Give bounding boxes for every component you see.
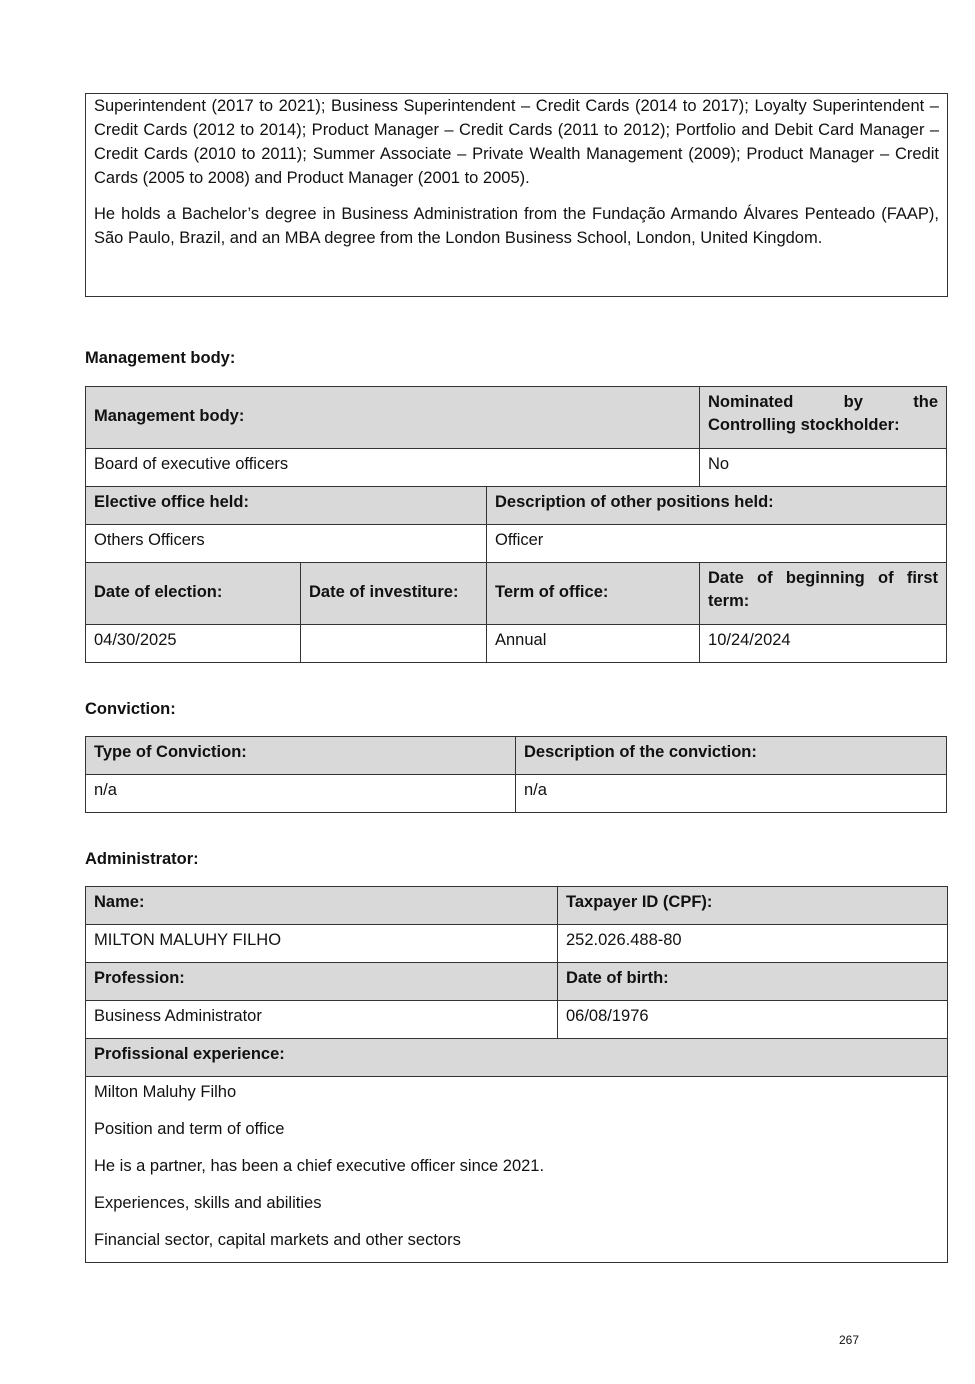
nominated-value: No	[700, 449, 947, 487]
investiture-date-value	[301, 625, 487, 663]
experience-line: Financial sector, capital markets and other sectors	[94, 1231, 461, 1249]
name-value: MILTON MALUHY FILHO	[86, 925, 558, 963]
elective-office-label: Elective office held:	[86, 487, 487, 525]
elective-office-value: Others Officers	[86, 525, 487, 563]
birth-date-value: 06/08/1976	[558, 1001, 948, 1039]
cpf-value: 252.026.488-80	[558, 925, 948, 963]
term-of-office-label: Term of office:	[487, 563, 700, 625]
conviction-section-title: Conviction:	[85, 700, 176, 718]
biography-paragraph-education: He holds a Bachelor’s degree in Business Administration from the Fundação Armando Álvares Penteado (FAAP), São Paulo, Brazil, and an MBA degree from the London Business School, London, United Kingdom.	[94, 205, 939, 247]
experience-cell	[86, 1077, 948, 1263]
management-body-label: Management body:	[86, 387, 700, 449]
administrator-table	[85, 886, 948, 1263]
administrator-section-title: Administrator:	[85, 850, 199, 868]
page-number: 267	[839, 1333, 860, 1347]
conviction-description-value: n/a	[516, 775, 947, 813]
election-date-value: 04/30/2025	[86, 625, 301, 663]
conviction-type-value: n/a	[86, 775, 516, 813]
conviction-table	[85, 736, 947, 813]
profession-label: Profession:	[86, 963, 558, 1001]
experience-line: He is a partner, has been a chief executive officer since 2021.	[94, 1157, 545, 1175]
management-body-value: Board of executive officers	[86, 449, 700, 487]
experience-line: Experiences, skills and abilities	[94, 1194, 322, 1212]
biography-paragraph-career: Superintendent (2017 to 2021); Business Superintendent – Credit Cards (2014 to 2017); Loyalty Superintendent – Credit Cards (2012 to 2014); Product Manager – Credit Cards (2011 to 2012); Portfolio and Debit Card Manager – Credit Cards (2010 to 2011); Summer Associate – Private Wealth Management (2009); Product Manager – Credit Cards (2005 to 2008) and Product Manager (2001 to 2005).	[94, 97, 939, 187]
experience-line: Milton Maluhy Filho	[94, 1083, 237, 1101]
election-date-label: Date of election:	[86, 563, 301, 625]
name-label: Name:	[86, 887, 558, 925]
first-term-date-value: 10/24/2024	[700, 625, 947, 663]
management-section-title: Management body:	[85, 349, 236, 367]
other-positions-label: Description of other positions held:	[487, 487, 947, 525]
first-term-date-label: Date of beginning of first term:	[700, 563, 947, 625]
investiture-date-label: Date of investiture:	[301, 563, 487, 625]
other-positions-value: Officer	[487, 525, 947, 563]
experience-line: Position and term of office	[94, 1120, 285, 1138]
birth-date-label: Date of birth:	[558, 963, 948, 1001]
conviction-description-label: Description of the conviction:	[516, 737, 947, 775]
profession-value: Business Administrator	[86, 1001, 558, 1039]
management-body-table	[85, 386, 947, 663]
biography-continuation-box	[85, 93, 948, 297]
term-of-office-value: Annual	[487, 625, 700, 663]
experience-label: Profissional experience:	[86, 1039, 948, 1077]
conviction-type-label: Type of Conviction:	[86, 737, 516, 775]
nominated-label: Nominated by the Controlling stockholder:	[700, 387, 947, 449]
cpf-label: Taxpayer ID (CPF):	[558, 887, 948, 925]
